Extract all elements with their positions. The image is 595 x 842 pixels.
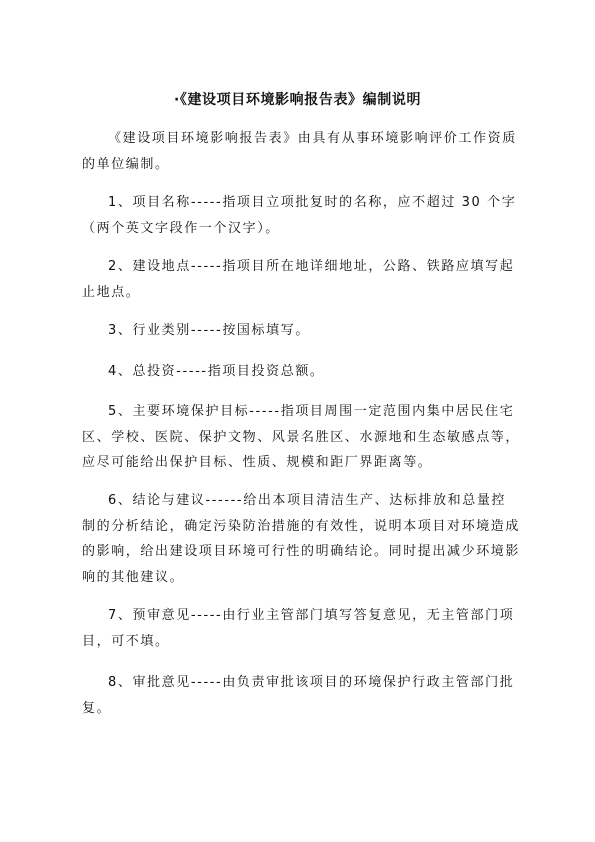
paragraph-approval-opinion: 8、审批意见-----由负责审批该项目的环境保护行政主管部门批复。: [82, 675, 515, 716]
paragraph-construction-site: 2、建设地点-----指项目所在地详细地址，公路、铁路应填写起止地点。: [82, 259, 515, 300]
paragraph-intro: 《建设项目环境影响报告表》由具有从事环境影响评价工作资质的单位编制。: [82, 131, 517, 172]
paragraph-industry-category: 3、行业类别-----按国标填写。: [108, 323, 310, 338]
paragraph-protection-targets: 5、主要环境保护目标-----指项目周围一定范围内集中居民住宅区、学校、医院、保护文物、风景名胜区、水源地和生态敏感点等，应尽可能给出保护目标、性质、规模和距厂界距离等。: [82, 404, 521, 470]
paragraph-conclusions: 6、结论与建议------给出本项目清洁生产、达标排放和总量控制的分析结论，确定污染防治措施的有效性，说明本项目对环境造成的影响，给出建设项目环境可行性的明确结论。同时提出减少环境影响的其他建议。: [82, 493, 521, 585]
document-title: ·《建设项目环境影响报告表》编制说明: [173, 92, 422, 108]
paragraph-preliminary-review: 7、预审意见-----由行业主管部门填写答复意见，无主管部门项目，可不填。: [82, 608, 515, 649]
paragraph-total-investment: 4、总投资-----指项目投资总额。: [108, 364, 325, 379]
paragraph-project-name: 1、项目名称-----指项目立项批复时的名称，应不超过 30 个字（两个英文字段作一个汉字）。: [82, 195, 517, 236]
